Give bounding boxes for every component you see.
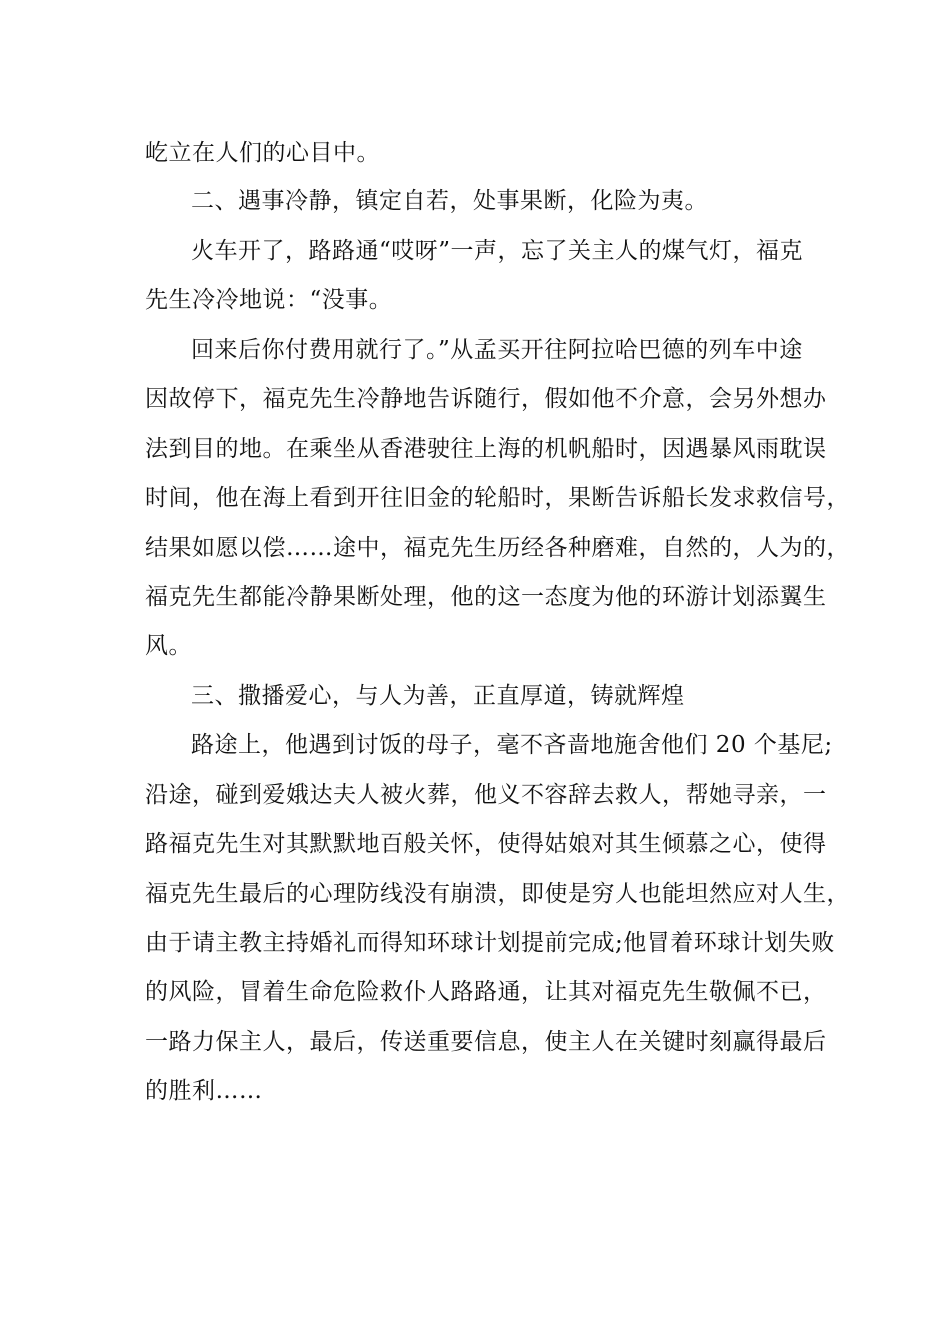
- text-line: 路途上，他遇到讨饭的母子，毫不吝啬地施舍他们 20 个基尼;: [191, 732, 833, 758]
- text-line: 因故停下，福克先生冷静地告诉随行，假如他不介意，会另外想办: [145, 386, 827, 412]
- text-line: 屹立在人们的心目中。: [145, 140, 380, 166]
- section-heading: 二、遇事冷静，镇定自若，处事果断，化险为夷。: [191, 188, 708, 214]
- text-line: 的胜利……: [145, 1078, 263, 1104]
- text-line: 由于请主教主持婚礼而得知环球计划提前完成;他冒着环球计划失败: [145, 930, 835, 956]
- text-line: 回来后你付费用就行了。”从孟买开往阿拉哈巴德的列车中途: [191, 337, 803, 363]
- text-line: 福克先生都能冷静果断处理，他的这一态度为他的环游计划添翼生: [145, 584, 827, 610]
- text-line: 一路力保主人，最后，传送重要信息，使主人在关键时刻赢得最后: [145, 1029, 827, 1055]
- text-line: 福克先生最后的心理防线没有崩溃，即使是穷人也能坦然应对人生，: [145, 881, 850, 907]
- text-line: 时间，他在海上看到开往旧金的轮船时，果断告诉船长发求救信号，: [145, 485, 850, 511]
- text-line: 火车开了，路路通“哎呀”一声，忘了关主人的煤气灯，福克: [191, 238, 804, 264]
- text-line: 风。: [145, 633, 192, 659]
- text-line: 的风险，冒着生命危险救仆人路路通，让其对福克先生敬佩不已，: [145, 979, 827, 1005]
- section-heading: 三、撒播爱心，与人为善，正直厚道，铸就辉煌: [191, 683, 685, 709]
- text-line: 路福克先生对其默默地百般关怀，使得姑娘对其生倾慕之心，使得: [145, 831, 827, 857]
- text-line: 先生冷冷地说：“没事。: [145, 287, 393, 313]
- text-line: 法到目的地。在乘坐从香港驶往上海的机帆船时，因遇暴风雨耽误: [145, 436, 827, 462]
- text-line: 沿途，碰到爱娥达夫人被火葬，他义不容辞去救人，帮她寻亲，一: [145, 782, 827, 808]
- text-line: 结果如愿以偿……途中，福克先生历经各种磨难，自然的，人为的，: [145, 535, 850, 561]
